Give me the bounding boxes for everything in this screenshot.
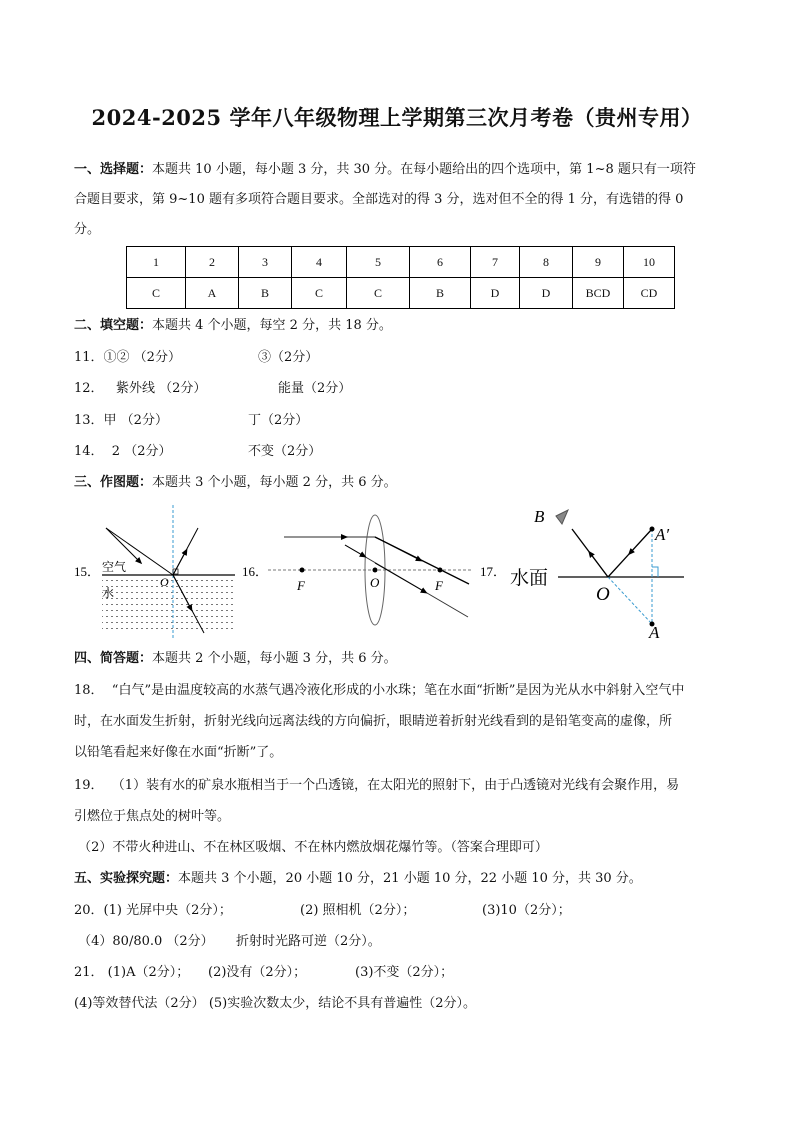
- point-o-label: O: [596, 584, 610, 605]
- section-5-heading: 五、实验探究题：: [74, 871, 179, 886]
- answer-20-1: 20．(1) 光屏中央（2分）；: [74, 903, 232, 918]
- answer-13b: 丁（2分）: [248, 413, 309, 428]
- question-number-cell: 6: [410, 247, 471, 278]
- section-4-heading: 四、简答题：: [74, 651, 153, 666]
- answer-21-1: 21． (1)A（2分）；: [74, 965, 190, 980]
- section-1-line2: 合题目要求，第 9~10 题有多项符合题目要求。全部选对的得 3 分，选对但不全的得 1 分，有选错的得 0: [74, 192, 684, 207]
- section-5-desc: 本题共 3 个小题，20 小题 10 分，21 小题 10 分，22 小题 10 分，共 30 分。: [178, 871, 642, 886]
- answer-cell: C: [292, 278, 347, 309]
- air-label: 空气: [102, 560, 127, 574]
- figure-17-reflection: [478, 500, 694, 640]
- answer-20-3: (3)10（2分）；: [482, 903, 571, 918]
- point-a-prime-label: A′: [655, 525, 670, 544]
- answer-11a: 11．①② （2分）: [74, 350, 181, 365]
- answer-14a: 14． 2 （2分）: [74, 444, 172, 459]
- answer-cell: B: [239, 278, 292, 309]
- eye-icon: [556, 510, 568, 524]
- figure-17-number: 17．: [480, 564, 507, 579]
- answer-20-4: （4）80/80.0 （2分）: [74, 934, 214, 949]
- answer-21-2: (2)没有（2分）；: [208, 965, 307, 980]
- answer-11b: ③（2分）: [258, 350, 319, 365]
- answer-cell: B: [410, 278, 471, 309]
- question-number-cell: 7: [471, 247, 520, 278]
- answer-18-line3: 以铅笔看起来好像在水面“折断”了。: [74, 745, 283, 760]
- point-a-label: A: [649, 623, 660, 640]
- section-2-desc: 本题共 4 个小题，每空 2 分，共 18 分。: [152, 318, 392, 333]
- answer-20-5: 折射时光路可逆（2分）。: [236, 934, 381, 949]
- answer-14b: 不变（2分）: [248, 444, 322, 459]
- focus-left-label: F: [297, 578, 305, 593]
- section-3-desc: 本题共 3 个小题，每小题 2 分，共 6 分。: [152, 475, 397, 490]
- section-1-heading: 一、选择题：: [74, 162, 153, 177]
- point-b-label: B: [534, 507, 545, 526]
- water-surface-label: 水面: [510, 568, 549, 589]
- question-number-row: [127, 247, 675, 278]
- figure-16-lens: [240, 500, 480, 640]
- focus-right-label: F: [435, 578, 443, 593]
- question-number-cell: 4: [292, 247, 347, 278]
- figure-16-number: 16．: [242, 564, 269, 579]
- answer-19-line2: 引燃位于焦点处的树叶等。: [74, 809, 231, 824]
- page-title: 2024-2025 学年八年级物理上学期第三次月考卷（贵州专用）: [91, 105, 703, 130]
- answer-13a: 13．甲 （2分）: [74, 413, 168, 428]
- answer-19-line3: （2）不带火种进山、不在林区吸烟、不在林内燃放烟花爆竹等。（答案合理即可）: [74, 840, 548, 855]
- answer-cell: CD: [624, 278, 675, 309]
- section-1-desc: 本题共 10 小题，每小题 3 分，共 30 分。在每小题给出的四个选项中，第 1~8 题只有一项符: [152, 162, 696, 177]
- point-o-label: O: [160, 575, 169, 589]
- answer-12a: 12． 紫外线 （2分）: [74, 381, 207, 396]
- answer-cell: C: [347, 278, 410, 309]
- section-4-desc: 本题共 2 个小题，每小题 3 分，共 6 分。: [152, 651, 397, 666]
- answer-18-line1: 18． “白气”是由温度较高的水蒸气遇冷液化形成的小水珠；笔在水面“折断”是因为光从水中斜射入空气中: [74, 683, 685, 698]
- answer-cell: BCD: [573, 278, 624, 309]
- section-1-line1: [74, 162, 696, 178]
- answer-18-line2: 时，在水面发生折射，折射光线向远离法线的方向偏折，眼睛逆着折射光线看到的是铅笔变高的虚像，所: [74, 714, 673, 729]
- section-3-heading: 三、作图题：: [74, 475, 153, 490]
- answer-21-4: (4)等效替代法（2分） (5)实验次数太少，结论不具有普遍性（2分）。: [74, 996, 477, 1011]
- water-label: 水: [102, 586, 115, 600]
- question-number-cell: 10: [624, 247, 675, 278]
- answer-cell: C: [127, 278, 186, 309]
- question-number-cell: 3: [239, 247, 292, 278]
- answer-cell: D: [520, 278, 573, 309]
- answer-19-line1: 19． （1）装有水的矿泉水瓶相当于一个凸透镜，在太阳光的照射下，由于凸透镜对光线有会聚作用，易: [74, 778, 680, 793]
- question-number-cell: 9: [573, 247, 624, 278]
- answer-cell: D: [471, 278, 520, 309]
- lens-center-label: O: [370, 575, 380, 590]
- figure-15-number: 15．: [74, 564, 101, 579]
- answer-row: [127, 278, 675, 309]
- answer-21-3: (3)不变（2分）；: [355, 965, 454, 980]
- question-number-cell: 5: [347, 247, 410, 278]
- answer-table: [126, 246, 675, 309]
- answer-20-2: (2) 照相机（2分）；: [300, 903, 416, 918]
- question-number-cell: 1: [127, 247, 186, 278]
- answer-12b: 能量（2分）: [278, 381, 352, 396]
- question-number-cell: 2: [186, 247, 239, 278]
- section-1-line3: 分。: [74, 222, 101, 237]
- section-2-heading: 二、填空题：: [74, 318, 153, 333]
- answer-cell: A: [186, 278, 239, 309]
- question-number-cell: 8: [520, 247, 573, 278]
